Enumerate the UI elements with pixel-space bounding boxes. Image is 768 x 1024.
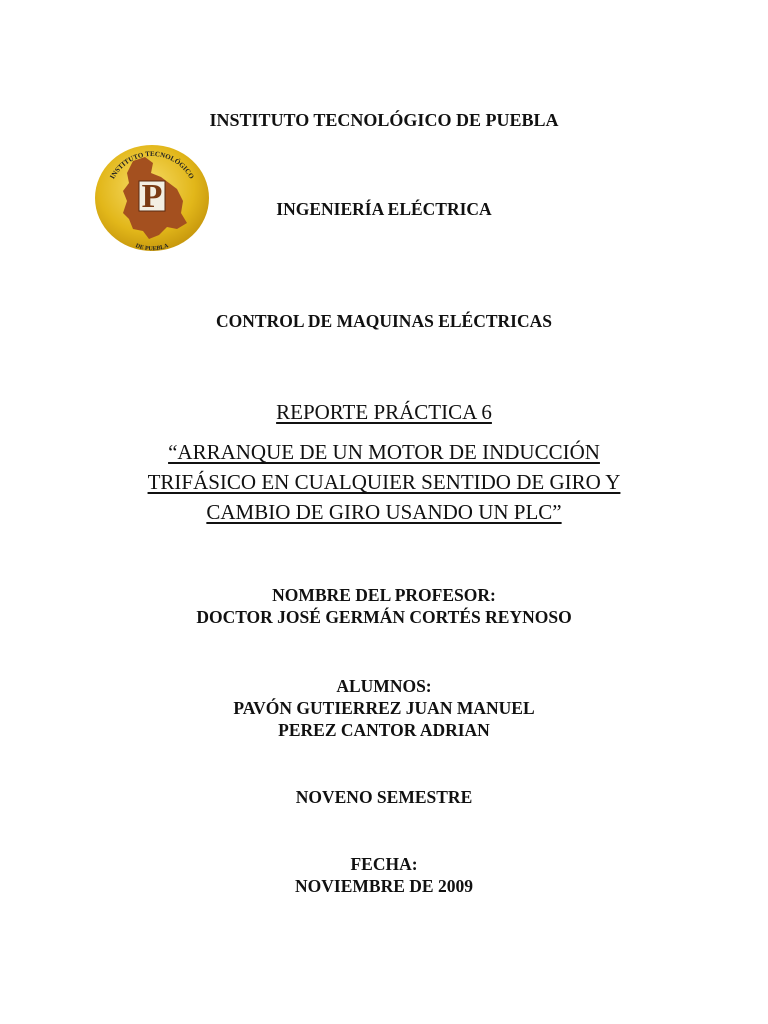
seal-bottom-text: DE PUEBLA [134, 243, 170, 253]
date-value: NOVIEMBRE DE 2009 [295, 876, 473, 896]
career-name: INGENIERÍA ELÉCTRICA [276, 199, 492, 219]
date-label: FECHA: [350, 854, 418, 874]
student-name: PEREZ CANTOR ADRIAN [278, 720, 490, 740]
practice-title-line-1: “ARRANQUE DE UN MOTOR DE INDUCCIÓN [168, 440, 600, 464]
course-name: CONTROL DE MAQUINAS ELÉCTRICAS [216, 311, 552, 331]
seal-letter: P [141, 178, 163, 215]
institution-name: INSTITUTO TECNOLÓGICO DE PUEBLA [209, 110, 559, 130]
practice-title-line-3: CAMBIO DE GIRO USANDO UN PLC” [206, 500, 562, 524]
institute-logo [93, 143, 211, 253]
practice-title-line-2: TRIFÁSICO EN CUALQUIER SENTIDO DE GIRO Y [147, 470, 621, 494]
students-label: ALUMNOS: [336, 676, 432, 696]
institute-seal-icon [93, 143, 211, 253]
professor-name: DOCTOR JOSÉ GERMÁN CORTÉS REYNOSO [196, 607, 572, 627]
report-title: REPORTE PRÁCTICA 6 [276, 400, 492, 424]
semester: NOVENO SEMESTRE [295, 787, 473, 807]
professor-label: NOMBRE DEL PROFESOR: [272, 585, 496, 605]
seal-top-text: INSTITUTO TECNOLÓGICO [108, 149, 196, 181]
student-name: PAVÓN GUTIERREZ JUAN MANUEL [233, 698, 535, 718]
